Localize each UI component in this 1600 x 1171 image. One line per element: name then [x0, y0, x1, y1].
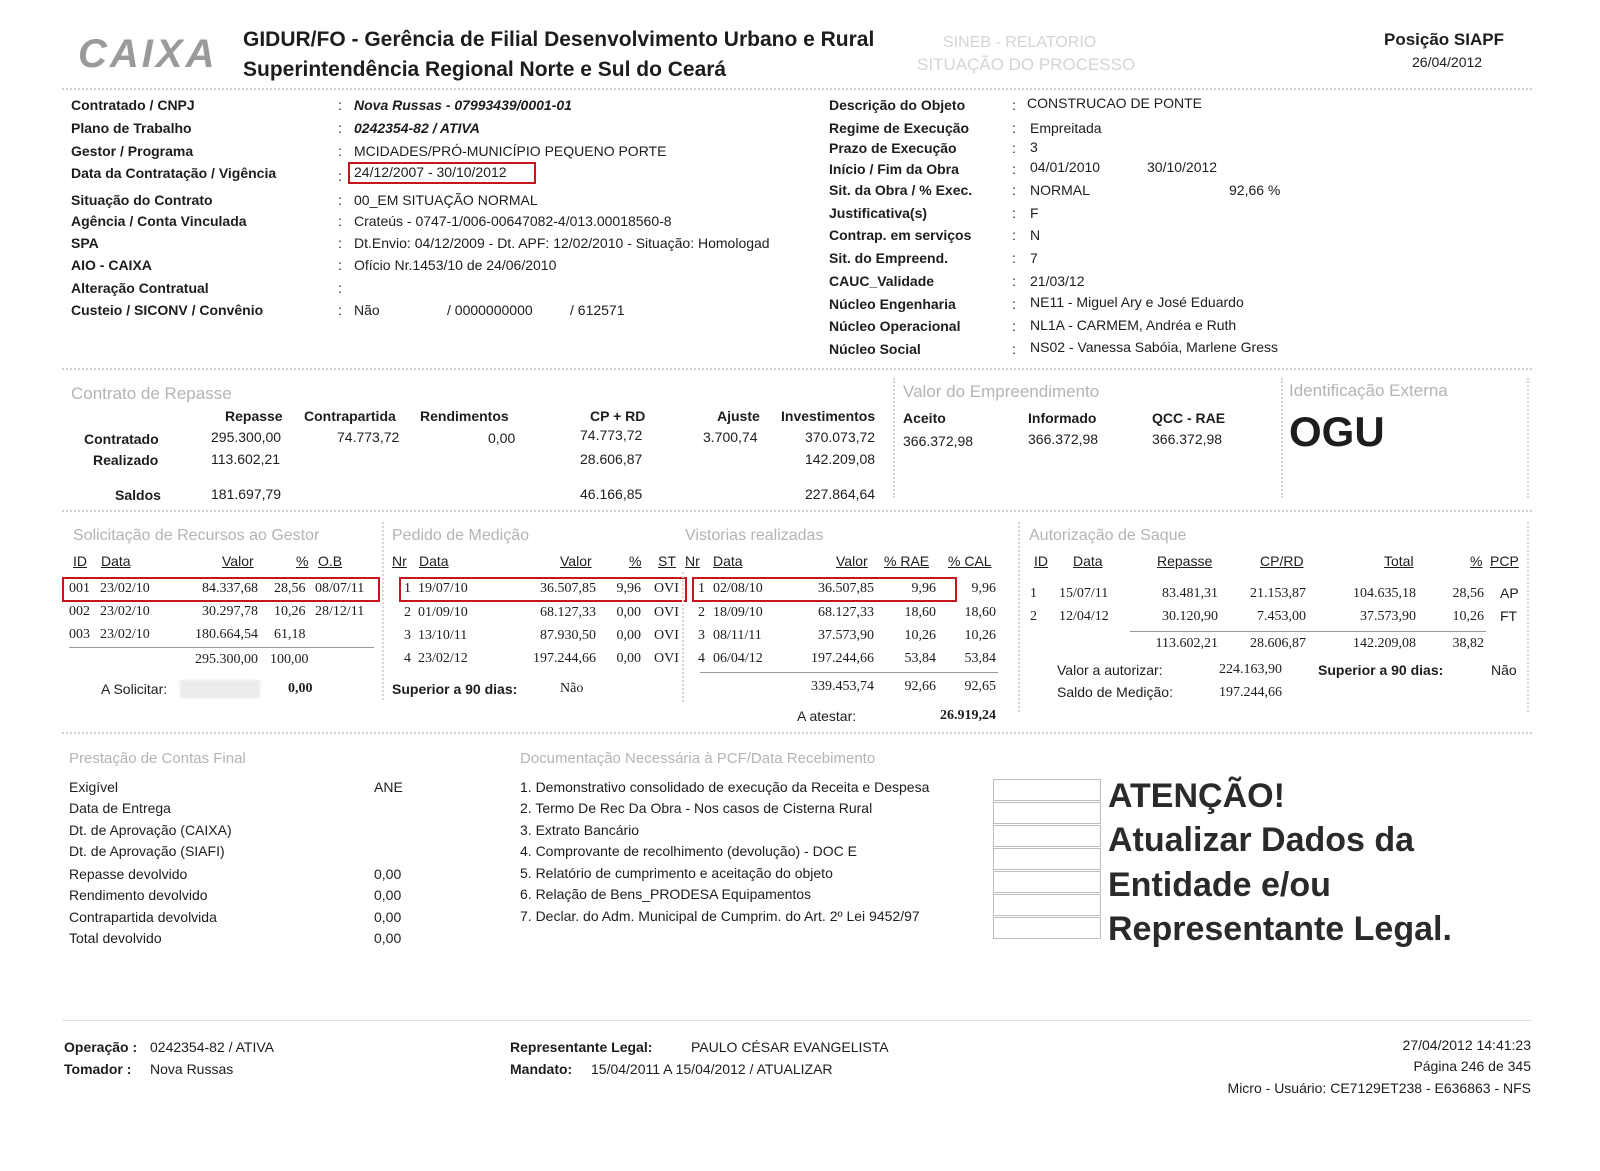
- cell-nr: 3: [698, 628, 705, 643]
- section-title-saque: Autorização de Saque: [1029, 527, 1187, 544]
- colon: :: [338, 192, 342, 208]
- col-header-cal: % CAL: [948, 553, 992, 569]
- list-item: 4. Comprovante de recolhimento (devolução) - DOC E: [520, 843, 857, 859]
- colon: :: [338, 280, 342, 296]
- label-exigivel: Exigível: [69, 779, 119, 795]
- receipt-date-box: [993, 917, 1101, 939]
- col-header-repasse: Repasse: [225, 408, 283, 424]
- repasse-contratado-repasse: 295.300,00: [211, 429, 282, 445]
- cell-valor: 36.507,85: [818, 581, 874, 596]
- value-repasse-devolvido: 0,00: [374, 866, 402, 882]
- repasse-saldos-cp-rd: 46.166,85: [580, 486, 643, 502]
- highlight-vistoria-row: [692, 577, 957, 602]
- repasse-saldos-repasse: 181.697,79: [211, 486, 282, 502]
- cell-ob: 28/12/11: [315, 604, 365, 619]
- value-qcc-rae: 366.372,98: [1152, 431, 1223, 447]
- section-title-vistorias: Vistorias realizadas: [685, 527, 824, 544]
- list-item: 3. Extrato Bancário: [520, 822, 640, 838]
- colon: :: [338, 168, 342, 184]
- total-pct: 100,00: [270, 652, 309, 667]
- cell-nr: 1: [698, 581, 705, 596]
- value-data-contratacao: 24/12/2007 - 30/10/2012: [354, 164, 507, 180]
- operacao-value: 0242354-82 / ATIVA: [150, 1039, 275, 1055]
- label-situacao-contrato: Situação do Contrato: [71, 192, 213, 208]
- cell-cal: 18,60: [964, 605, 996, 620]
- repasse-saldos-investimentos: 227.864,64: [805, 486, 876, 502]
- cell-data: 23/02/10: [100, 581, 150, 596]
- receipt-date-box: [993, 825, 1101, 847]
- footer-divider: [62, 1020, 1532, 1021]
- col-header-rae: % RAE: [884, 553, 930, 569]
- atencao-line-2: Atualizar Dados da: [1108, 821, 1415, 859]
- row-label-realizado: Realizado: [93, 452, 159, 468]
- repasse-contratado-contrapartida: 74.773,72: [337, 429, 400, 445]
- atencao-line-1: ATENÇÃO!: [1108, 777, 1285, 815]
- value-prazo-execucao: 3: [1030, 139, 1038, 155]
- label-descricao-objeto: Descrição do Objeto: [829, 97, 966, 113]
- cell-pct: 10,26: [1452, 609, 1484, 624]
- cell-pcp: FT: [1500, 608, 1518, 624]
- cell-data: 12/04/12: [1059, 609, 1109, 624]
- col-header-data: Data: [1073, 553, 1103, 569]
- value-situacao-contrato: 00_EM SITUAÇÃO NORMAL: [354, 192, 538, 208]
- colon: :: [1012, 205, 1016, 221]
- colon: :: [338, 120, 342, 136]
- colon: :: [1012, 273, 1016, 289]
- receipt-date-box: [993, 779, 1101, 801]
- saque-superior-90-value: Não: [1491, 662, 1517, 678]
- cell-id: 1: [1030, 586, 1037, 601]
- cell-valor: 84.337,68: [202, 581, 258, 596]
- vertical-divider: [893, 378, 895, 498]
- highlight-solicitacao-row: [62, 577, 380, 602]
- section-divider: [62, 510, 1532, 512]
- section-title-solicitacao: Solicitação de Recursos ao Gestor: [73, 527, 320, 544]
- label-contrapartida-devolvida: Contrapartida devolvida: [69, 909, 217, 925]
- watermark-2: SITUAÇÃO DO PROCESSO: [917, 55, 1136, 74]
- label-aio-caixa: AIO - CAIXA: [71, 257, 152, 273]
- cell-id: 2: [1030, 609, 1037, 624]
- cell-total: 104.635,18: [1353, 586, 1416, 601]
- list-item: 1. Demonstrativo consolidado de execução da Receita e Despesa: [520, 779, 930, 795]
- footer-datetime: 27/04/2012 14:41:23: [1402, 1037, 1531, 1053]
- cell-cal: 10,26: [964, 628, 996, 643]
- cell-nr: 1: [404, 581, 411, 596]
- value-aio-caixa: Ofício Nr.1453/10 de 24/06/2010: [354, 257, 557, 273]
- label-nucleo-engenharia: Núcleo Engenharia: [829, 296, 956, 312]
- label-sit-obra: Sit. da Obra / % Exec.: [829, 182, 973, 198]
- col-header-pct: %: [629, 553, 642, 569]
- value-spa: Dt.Envio: 04/12/2009 - Dt. APF: 12/02/2010 - Situação: Homologad: [354, 235, 770, 251]
- footer-user: Micro - Usuário: CE7129ET238 - E636863 - NFS: [1227, 1080, 1531, 1096]
- label-total-devolvido: Total devolvido: [69, 930, 162, 946]
- cell-id: 002: [69, 604, 90, 619]
- label-cauc-validade: CAUC_Validade: [829, 273, 935, 289]
- value-plano-trabalho: 0242354-82 / ATIVA: [354, 120, 480, 136]
- value-inicio-obra: 04/01/2010: [1030, 159, 1101, 175]
- repasse-realizado-cp-rd: 28.606,87: [580, 451, 643, 467]
- cell-pct: 9,96: [616, 581, 641, 596]
- list-item: 5. Relatório de cumprimento e aceitação do objeto: [520, 865, 833, 881]
- total-repasse: 113.602,21: [1155, 636, 1218, 651]
- col-header-pct: %: [296, 553, 309, 569]
- value-justificativa: F: [1030, 205, 1039, 221]
- receipt-date-box: [993, 802, 1101, 824]
- col-header-nr: Nr: [685, 553, 700, 569]
- value-sit-obra: NORMAL: [1030, 182, 1090, 198]
- mandato-label: Mandato:: [510, 1061, 573, 1077]
- valor-autorizar-label: Valor a autorizar:: [1057, 662, 1163, 678]
- value-total-devolvido: 0,00: [374, 930, 402, 946]
- value-aceito: 366.372,98: [903, 433, 974, 449]
- value-fim-obra: 30/10/2012: [1147, 159, 1218, 175]
- cell-data: 18/09/10: [713, 605, 763, 620]
- value-cauc-validade: 21/03/12: [1030, 273, 1085, 289]
- colon: :: [1012, 318, 1016, 334]
- total-rule: [700, 672, 998, 673]
- col-header-investimentos: Investimentos: [781, 408, 876, 424]
- cell-rae: 9,96: [911, 581, 936, 596]
- section-title-prestacao: Prestação de Contas Final: [69, 750, 246, 767]
- cell-pct: 61,18: [274, 627, 306, 642]
- total-rae: 92,66: [904, 679, 936, 694]
- cell-rae: 10,26: [904, 628, 936, 643]
- value-descricao-objeto: CONSTRUCAO DE PONTE: [1027, 95, 1203, 111]
- value-regime-execucao: Empreitada: [1030, 120, 1102, 136]
- cell-st: OVI: [654, 651, 679, 666]
- total-cp-rd: 28.606,87: [1250, 636, 1306, 651]
- section-title-medicao: Pedido de Medição: [392, 527, 529, 544]
- col-header-ob: O.B: [318, 553, 343, 569]
- section-title-externa: Identificação Externa: [1289, 381, 1448, 400]
- cell-id: 003: [69, 627, 90, 642]
- cell-data: 23/02/10: [100, 627, 150, 642]
- cell-valor: 87.930,50: [540, 628, 596, 643]
- mandato-value: 15/04/2011 A 15/04/2012 / ATUALIZAR: [591, 1061, 833, 1077]
- section-divider: [62, 368, 1532, 370]
- col-header-rendimentos: Rendimentos: [420, 408, 509, 424]
- cell-valor: 180.664,54: [195, 627, 258, 642]
- col-header-id: ID: [1034, 553, 1048, 569]
- caixa-logo: CAIXA: [78, 32, 218, 76]
- value-rendimento-devolvido: 0,00: [374, 887, 402, 903]
- footer-page: Página 246 de 345: [1413, 1058, 1531, 1074]
- cell-valor: 36.507,85: [540, 581, 596, 596]
- cell-data: 23/02/12: [418, 651, 468, 666]
- saldo-medicao-value: 197.244,66: [1219, 685, 1282, 700]
- label-data-entrega: Data de Entrega: [69, 800, 171, 816]
- cell-repasse: 83.481,31: [1162, 586, 1218, 601]
- atencao-line-3: Entidade e/ou: [1108, 866, 1331, 904]
- value-nucleo-operacional: NL1A - CARMEM, Andréa e Ruth: [1030, 317, 1237, 333]
- header-title-1: GIDUR/FO - Gerência de Filial Desenvolvimento Urbano e Rural: [243, 28, 875, 51]
- cell-data: 08/11/11: [713, 628, 762, 643]
- col-header-valor: Valor: [222, 553, 254, 569]
- a-atestar-label: A atestar:: [797, 708, 857, 724]
- cell-pcp: AP: [1500, 585, 1519, 601]
- repasse-contratado-cp-rd: 74.773,72: [580, 427, 643, 443]
- repasse-contratado-rendimentos: 0,00: [488, 430, 516, 446]
- tomador-value: Nova Russas: [150, 1061, 234, 1077]
- colon: :: [338, 235, 342, 251]
- receipt-date-box: [993, 871, 1101, 893]
- colon: :: [1012, 120, 1016, 136]
- cell-pct: 28,56: [274, 581, 306, 596]
- label-gestor-programa: Gestor / Programa: [71, 143, 194, 159]
- colon: :: [338, 302, 342, 318]
- value-contratado: Nova Russas - 07993439/0001-01: [354, 97, 572, 113]
- cell-data: 23/02/10: [100, 604, 150, 619]
- row-label-contratado: Contratado: [84, 431, 159, 447]
- cell-st: OVI: [654, 605, 679, 620]
- header-title-2: Superintendência Regional Norte e Sul do Ceará: [243, 58, 727, 81]
- vertical-divider: [382, 522, 384, 700]
- cell-pct: 0,00: [616, 651, 641, 666]
- total-valor: 295.300,00: [195, 652, 258, 667]
- value-nucleo-social: NS02 - Vanessa Sabóia, Marlene Gress: [1030, 339, 1278, 355]
- value-contrap-servicos: N: [1030, 227, 1041, 243]
- atencao-line-4: Representante Legal.: [1108, 910, 1452, 948]
- list-item: 2. Termo De Rec Da Obra - Nos casos de Cisterna Rural: [520, 800, 873, 816]
- colon: :: [1012, 296, 1016, 312]
- valor-autorizar-value: 224.163,90: [1219, 662, 1282, 677]
- col-header-cp-rd: CP + RD: [590, 408, 646, 424]
- repasse-realizado-investimentos: 142.209,08: [805, 451, 876, 467]
- colon: :: [1012, 250, 1016, 266]
- col-header-qcc-rae: QCC - RAE: [1152, 410, 1226, 426]
- cell-nr: 2: [698, 605, 705, 620]
- label-plano-trabalho: Plano de Trabalho: [71, 120, 192, 136]
- col-header-informado: Informado: [1028, 410, 1097, 426]
- col-header-repasse: Repasse: [1157, 553, 1213, 569]
- col-header-valor: Valor: [560, 553, 592, 569]
- colon: :: [338, 257, 342, 273]
- col-header-st: ST: [658, 553, 676, 569]
- receipt-date-box: [993, 848, 1101, 870]
- redacted-area: [180, 680, 260, 698]
- cell-nr: 4: [404, 651, 411, 666]
- cell-data: 19/07/10: [418, 581, 468, 596]
- label-alteracao-contratual: Alteração Contratual: [71, 280, 209, 296]
- colon: :: [1012, 97, 1016, 113]
- cell-valor: 68.127,33: [540, 605, 596, 620]
- cell-data: 15/07/11: [1059, 586, 1109, 601]
- label-prazo-execucao: Prazo de Execução: [829, 140, 957, 156]
- label-aprovacao-siafi: Dt. de Aprovação (SIAFI): [69, 843, 225, 859]
- value-ogu: OGU: [1289, 408, 1385, 455]
- cell-data: 01/09/10: [418, 605, 468, 620]
- cell-cp-rd: 7.453,00: [1257, 609, 1306, 624]
- cell-pct: 0,00: [616, 628, 641, 643]
- col-header-aceito: Aceito: [903, 410, 946, 426]
- vertical-divider: [1018, 522, 1020, 712]
- label-spa: SPA: [71, 235, 99, 251]
- row-label-saldos: Saldos: [115, 487, 161, 503]
- cell-cal: 9,96: [971, 581, 996, 596]
- label-data-contratacao: Data da Contratação / Vigência: [71, 165, 277, 181]
- value-convenio: / 612571: [570, 302, 625, 318]
- col-header-total: Total: [1384, 553, 1414, 569]
- cell-rae: 18,60: [904, 605, 936, 620]
- value-siconv: / 0000000000: [447, 302, 533, 318]
- label-contratado: Contratado / CNPJ: [71, 97, 195, 113]
- cell-cp-rd: 21.153,87: [1250, 586, 1306, 601]
- label-sit-empreend: Sit. do Empreend.: [829, 250, 949, 266]
- value-informado: 366.372,98: [1028, 431, 1099, 447]
- cell-valor: 197.244,66: [533, 651, 596, 666]
- col-header-pcp: PCP: [1490, 553, 1519, 569]
- watermark-1: SINEB - RELATORIO: [943, 34, 1097, 51]
- value-gestor-programa: MCIDADES/PRÓ-MUNICÍPIO PEQUENO PORTE: [354, 143, 667, 159]
- colon: :: [338, 213, 342, 229]
- repasse-contratado-investimentos: 370.073,72: [805, 429, 876, 445]
- cell-id: 001: [69, 581, 90, 596]
- cell-data: 06/04/12: [713, 651, 763, 666]
- vertical-divider: [682, 572, 684, 702]
- cell-total: 37.573,90: [1360, 609, 1416, 624]
- total-rule: [1130, 631, 1486, 632]
- header-divider: [62, 88, 1532, 90]
- cell-cal: 53,84: [964, 651, 996, 666]
- saldo-medicao-label: Saldo de Medição:: [1057, 684, 1173, 700]
- cell-pct: 10,26: [274, 604, 306, 619]
- value-contrapartida-devolvida: 0,00: [374, 909, 402, 925]
- cell-valor: 68.127,33: [818, 605, 874, 620]
- value-custeio: Não: [354, 302, 380, 318]
- vertical-divider: [1281, 378, 1283, 498]
- list-item: 7. Declar. do Adm. Municipal de Cumprim. do Art. 2º Lei 9452/97: [520, 908, 920, 924]
- tomador-label: Tomador :: [64, 1061, 132, 1077]
- a-solicitar-label: A Solicitar:: [101, 681, 168, 697]
- representante-value: PAULO CÉSAR EVANGELISTA: [691, 1039, 889, 1055]
- cell-nr: 3: [404, 628, 411, 643]
- cell-pct: 0,00: [616, 605, 641, 620]
- col-header-valor: Valor: [836, 553, 868, 569]
- value-exigivel: ANE: [374, 779, 403, 795]
- cell-pct: 28,56: [1452, 586, 1484, 601]
- colon: :: [1012, 182, 1016, 198]
- label-repasse-devolvido: Repasse devolvido: [69, 866, 188, 882]
- colon: :: [1012, 341, 1016, 357]
- vertical-divider: [1527, 378, 1529, 498]
- section-title-empreendimento: Valor do Empreendimento: [903, 382, 1100, 401]
- highlight-medicao-row: [399, 577, 687, 602]
- cell-repasse: 30.120,90: [1162, 609, 1218, 624]
- cell-ob: 08/07/11: [315, 581, 365, 596]
- highlight-vigencia: [348, 162, 536, 184]
- cell-valor: 197.244,66: [811, 651, 874, 666]
- col-header-data: Data: [101, 553, 131, 569]
- total-cal: 92,65: [964, 679, 996, 694]
- col-header-data: Data: [713, 553, 743, 569]
- section-title-repasse: Contrato de Repasse: [71, 384, 232, 403]
- cell-data: 13/10/11: [418, 628, 468, 643]
- posicao-siapf-label: Posição SIAPF: [1384, 30, 1504, 49]
- label-regime-execucao: Regime de Execução: [829, 120, 970, 136]
- label-aprovacao-caixa: Dt. de Aprovação (CAIXA): [69, 822, 232, 838]
- a-atestar-value: 26.919,24: [940, 708, 996, 723]
- label-custeio-siconv: Custeio / SICONV / Convênio: [71, 302, 264, 318]
- label-agencia-conta: Agência / Conta Vinculada: [71, 213, 247, 229]
- superior-90-value: Não: [560, 681, 584, 696]
- col-header-pct: %: [1470, 553, 1483, 569]
- value-sit-empreend: 7: [1030, 250, 1038, 266]
- representante-label: Representante Legal:: [510, 1039, 653, 1055]
- label-nucleo-operacional: Núcleo Operacional: [829, 318, 961, 334]
- label-inicio-fim-obra: Início / Fim da Obra: [829, 161, 959, 177]
- total-valor: 339.453,74: [811, 679, 874, 694]
- col-header-contrapartida: Contrapartida: [304, 408, 396, 424]
- section-divider: [62, 732, 1532, 734]
- total-total: 142.209,08: [1353, 636, 1416, 651]
- saque-superior-90-label: Superior a 90 dias:: [1318, 662, 1444, 678]
- label-contrap-servicos: Contrap. em serviços: [829, 227, 972, 243]
- label-rendimento-devolvido: Rendimento devolvido: [69, 887, 208, 903]
- label-nucleo-social: Núcleo Social: [829, 341, 921, 357]
- colon: :: [1012, 227, 1016, 243]
- value-perc-exec: 92,66 %: [1229, 182, 1281, 198]
- posicao-siapf-date: 26/04/2012: [1412, 54, 1483, 70]
- cell-valor: 30.297,78: [202, 604, 258, 619]
- cell-data: 02/08/10: [713, 581, 763, 596]
- list-item: 6. Relação de Bens_PRODESA Equipamentos: [520, 886, 812, 902]
- cell-rae: 53,84: [904, 651, 936, 666]
- vertical-divider: [1527, 522, 1529, 712]
- value-nucleo-engenharia: NE11 - Miguel Ary e José Eduardo: [1030, 294, 1244, 310]
- cell-st: OVI: [654, 581, 679, 596]
- colon: :: [1012, 140, 1016, 156]
- cell-st: OVI: [654, 628, 679, 643]
- repasse-realizado-repasse: 113.602,21: [211, 451, 281, 467]
- value-agencia-conta: Crateús - 0747-1/006-00647082-4/013.00018560-8: [354, 213, 672, 229]
- total-pct: 38,82: [1452, 636, 1484, 651]
- col-header-data: Data: [419, 553, 449, 569]
- total-rule: [69, 647, 374, 648]
- cell-valor: 37.573,90: [818, 628, 874, 643]
- section-title-documentacao: Documentação Necessária à PCF/Data Recebimento: [520, 750, 876, 767]
- colon: :: [338, 97, 342, 113]
- col-header-cp-rd: CP/RD: [1260, 553, 1304, 569]
- cell-nr: 2: [404, 605, 411, 620]
- label-justificativa: Justificativa(s): [829, 205, 928, 221]
- repasse-contratado-ajuste: 3.700,74: [703, 429, 758, 445]
- operacao-label: Operação :: [64, 1039, 138, 1055]
- superior-90-label: Superior a 90 dias:: [392, 681, 518, 697]
- a-solicitar-value: 0,00: [288, 681, 313, 696]
- receipt-date-box: [993, 894, 1101, 916]
- colon: :: [1012, 161, 1016, 177]
- col-header-nr: Nr: [392, 553, 407, 569]
- col-header-id: ID: [73, 553, 87, 569]
- col-header-ajuste: Ajuste: [717, 408, 760, 424]
- cell-nr: 4: [698, 651, 705, 666]
- colon: :: [338, 143, 342, 159]
